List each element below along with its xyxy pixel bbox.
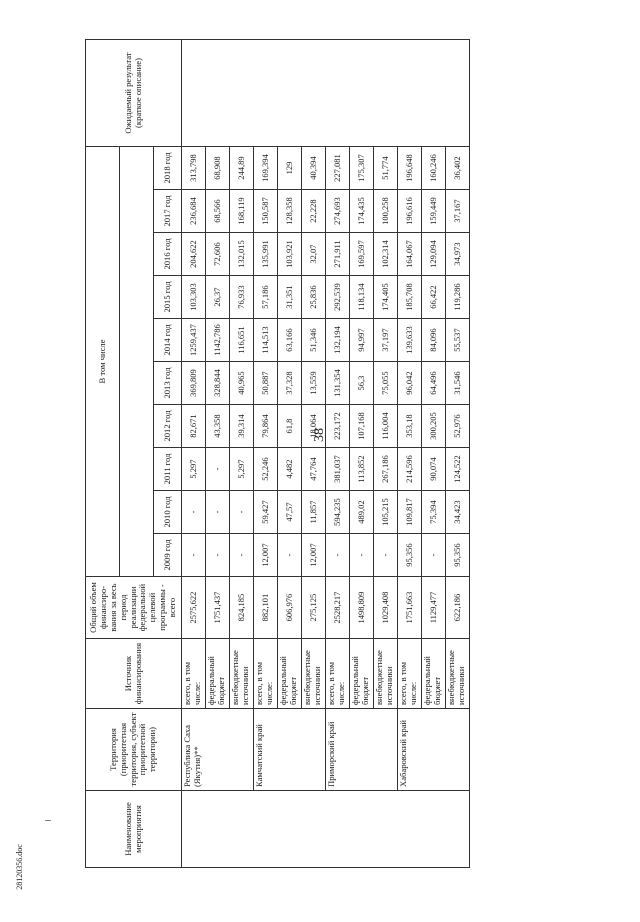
total-cell: 2528,217: [326, 577, 350, 639]
value-cell: 328,844: [206, 362, 230, 405]
value-cell: 267,186: [374, 448, 398, 491]
value-cell: 59,427: [254, 491, 278, 534]
source-cell: федеральный бюджет: [350, 639, 374, 709]
year-header: 2010 год: [154, 491, 182, 534]
value-cell: 96,042: [398, 362, 422, 405]
value-cell: 107,168: [350, 405, 374, 448]
value-cell: 12,007: [254, 534, 278, 577]
value-cell: 135,991: [254, 233, 278, 276]
value-cell: 204,622: [182, 233, 206, 276]
value-cell: -: [206, 534, 230, 577]
value-cell: 129,094: [422, 233, 446, 276]
value-cell: 100,258: [374, 190, 398, 233]
table-row: [326, 40, 350, 868]
year-header: 2018 год: [154, 147, 182, 190]
value-cell: -: [182, 491, 206, 534]
value-cell: 68,566: [206, 190, 230, 233]
col-header-measure: Наименование мероприятия: [86, 791, 182, 868]
value-cell: -: [350, 534, 374, 577]
value-cell: 174,405: [374, 276, 398, 319]
document-code: 28120356.doc: [15, 844, 24, 890]
value-cell: 52,246: [254, 448, 278, 491]
source-cell: внебюджетные источники: [446, 639, 470, 709]
total-cell: 275,125: [302, 577, 326, 639]
col-header-territory: Территория (приоритетная территория, субъект приоритетной территории): [86, 709, 182, 791]
col-header-total: Общий объем финансиро-вания за весь период реализации федеральной целевой программы - всего: [86, 577, 182, 639]
value-cell: 109,817: [398, 491, 422, 534]
table-row: [398, 40, 422, 868]
total-cell: 1129,477: [422, 577, 446, 639]
value-cell: 103,303: [182, 276, 206, 319]
value-cell: 214,596: [398, 448, 422, 491]
value-cell: 39,314: [230, 405, 254, 448]
total-cell: 1498,809: [350, 577, 374, 639]
value-cell: 105,215: [374, 491, 398, 534]
value-cell: 56,3: [350, 362, 374, 405]
total-cell: 1751,437: [206, 577, 230, 639]
value-cell: 51,774: [374, 147, 398, 190]
value-cell: 594,235: [326, 491, 350, 534]
value-cell: 25,836: [302, 276, 326, 319]
page-number: 38: [312, 428, 327, 442]
value-cell: 1142,786: [206, 319, 230, 362]
year-header: 2015 год: [154, 276, 182, 319]
value-cell: 292,539: [326, 276, 350, 319]
source-cell: всего, в том числе:: [182, 639, 206, 709]
value-cell: 129: [278, 147, 302, 190]
value-cell: 51,346: [302, 319, 326, 362]
value-cell: 119,286: [446, 276, 470, 319]
value-cell: 37,167: [446, 190, 470, 233]
total-cell: 2575,622: [182, 577, 206, 639]
value-cell: 32,07: [302, 233, 326, 276]
value-cell: 128,358: [278, 190, 302, 233]
year-header: 2011 год: [154, 448, 182, 491]
territory-cell: Приморский край: [326, 709, 398, 791]
value-cell: 4,482: [278, 448, 302, 491]
value-cell: 50,887: [254, 362, 278, 405]
value-cell: 169,394: [254, 147, 278, 190]
source-cell: всего, в том числе:: [398, 639, 422, 709]
value-cell: 159,449: [422, 190, 446, 233]
value-cell: 132,015: [230, 233, 254, 276]
value-cell: 47,57: [278, 491, 302, 534]
total-cell: 824,185: [230, 577, 254, 639]
value-cell: 12,007: [302, 534, 326, 577]
year-header: 2016 год: [154, 233, 182, 276]
value-cell: 244,89: [230, 147, 254, 190]
value-cell: 174,435: [350, 190, 374, 233]
value-cell: 369,809: [182, 362, 206, 405]
source-cell: федеральный бюджет: [206, 639, 230, 709]
value-cell: 196,648: [398, 147, 422, 190]
value-cell: 55,537: [446, 319, 470, 362]
value-cell: 47,764: [302, 448, 326, 491]
value-cell: 103,921: [278, 233, 302, 276]
table-row: [182, 40, 206, 868]
value-cell: -: [422, 534, 446, 577]
total-cell: 1029,408: [374, 577, 398, 639]
value-cell: -: [374, 534, 398, 577]
source-cell: федеральный бюджет: [278, 639, 302, 709]
value-cell: 31,546: [446, 362, 470, 405]
value-cell: 26,37: [206, 276, 230, 319]
value-cell: 95,356: [398, 534, 422, 577]
territory-cell: Хабаровский край: [398, 709, 470, 791]
value-cell: 75,055: [374, 362, 398, 405]
value-cell: 118,134: [350, 276, 374, 319]
value-cell: 61,8: [278, 405, 302, 448]
value-cell: -: [206, 448, 230, 491]
value-cell: -: [206, 491, 230, 534]
value-cell: 175,307: [350, 147, 374, 190]
value-cell: 31,351: [278, 276, 302, 319]
value-cell: -: [278, 534, 302, 577]
value-cell: 63,166: [278, 319, 302, 362]
value-cell: 57,186: [254, 276, 278, 319]
total-cell: 606,976: [278, 577, 302, 639]
value-cell: 5,297: [182, 448, 206, 491]
scan-mark: [45, 820, 51, 821]
value-cell: 52,976: [446, 405, 470, 448]
value-cell: 95,356: [446, 534, 470, 577]
value-cell: -: [182, 534, 206, 577]
source-cell: федеральный бюджет: [422, 639, 446, 709]
value-cell: 37,197: [374, 319, 398, 362]
value-cell: 40,965: [230, 362, 254, 405]
table-row: [254, 40, 278, 868]
value-cell: 75,394: [422, 491, 446, 534]
value-cell: 102,314: [374, 233, 398, 276]
value-cell: 113,852: [350, 448, 374, 491]
value-cell: 40,394: [302, 147, 326, 190]
col-header-incl: В том числе: [86, 147, 120, 577]
value-cell: 5,297: [230, 448, 254, 491]
value-cell: 18,064: [302, 405, 326, 448]
value-cell: 313,798: [182, 147, 206, 190]
value-cell: -: [230, 491, 254, 534]
total-cell: 1751,663: [398, 577, 422, 639]
value-cell: 132,194: [326, 319, 350, 362]
territory-cell: Камчатский край: [254, 709, 326, 791]
value-cell: 64,496: [422, 362, 446, 405]
territory-cell: Республика Саха (Якутия)**: [182, 709, 254, 791]
table-header: [86, 40, 182, 868]
value-cell: 227,081: [326, 147, 350, 190]
value-cell: -: [326, 534, 350, 577]
value-cell: 131,354: [326, 362, 350, 405]
value-cell: 66,422: [422, 276, 446, 319]
value-cell: 381,037: [326, 448, 350, 491]
year-header: 2017 год: [154, 190, 182, 233]
value-cell: 114,513: [254, 319, 278, 362]
value-cell: 274,693: [326, 190, 350, 233]
value-cell: 150,587: [254, 190, 278, 233]
value-cell: 37,328: [278, 362, 302, 405]
measure-cell: [182, 791, 470, 868]
table-body: [182, 40, 470, 868]
value-cell: 82,671: [182, 405, 206, 448]
value-cell: 22,228: [302, 190, 326, 233]
value-cell: -: [230, 534, 254, 577]
value-cell: 36,402: [446, 147, 470, 190]
source-cell: всего, в том числе:: [254, 639, 278, 709]
source-cell: внебюджетные источники: [374, 639, 398, 709]
value-cell: 236,684: [182, 190, 206, 233]
total-cell: 622,186: [446, 577, 470, 639]
year-header: 2014 год: [154, 319, 182, 362]
value-cell: 13,559: [302, 362, 326, 405]
value-cell: 90,074: [422, 448, 446, 491]
value-cell: 116,651: [230, 319, 254, 362]
value-cell: 489,02: [350, 491, 374, 534]
source-cell: внебюджетные источники: [230, 639, 254, 709]
value-cell: 185,708: [398, 276, 422, 319]
source-cell: всего, в том числе:: [326, 639, 350, 709]
value-cell: 72,606: [206, 233, 230, 276]
year-header: 2013 год: [154, 362, 182, 405]
source-cell: внебюджетные источники: [302, 639, 326, 709]
value-cell: 79,864: [254, 405, 278, 448]
value-cell: 11,857: [302, 491, 326, 534]
col-header-source: Источник финансирования: [86, 639, 182, 709]
col-header-result: Ожидаемый результат (краткое описание): [86, 40, 182, 147]
value-cell: 168,119: [230, 190, 254, 233]
value-cell: 196,616: [398, 190, 422, 233]
value-cell: 169,597: [350, 233, 374, 276]
value-cell: 34,973: [446, 233, 470, 276]
value-cell: 116,004: [374, 405, 398, 448]
value-cell: 1259,437: [182, 319, 206, 362]
value-cell: 124,522: [446, 448, 470, 491]
value-cell: 84,096: [422, 319, 446, 362]
total-cell: 882,101: [254, 577, 278, 639]
value-cell: 223,172: [326, 405, 350, 448]
value-cell: 160,246: [422, 147, 446, 190]
value-cell: 164,067: [398, 233, 422, 276]
financing-table: [85, 39, 470, 868]
value-cell: 34,423: [446, 491, 470, 534]
year-header: 2009 год: [154, 534, 182, 577]
result-cell: [182, 40, 470, 147]
value-cell: 43,358: [206, 405, 230, 448]
year-header: 2012 год: [154, 405, 182, 448]
value-cell: 94,997: [350, 319, 374, 362]
value-cell: 68,908: [206, 147, 230, 190]
rotated-table-page: [85, 40, 597, 868]
value-cell: 139,633: [398, 319, 422, 362]
value-cell: 300,205: [422, 405, 446, 448]
value-cell: 271,911: [326, 233, 350, 276]
value-cell: 353,18: [398, 405, 422, 448]
value-cell: 76,933: [230, 276, 254, 319]
